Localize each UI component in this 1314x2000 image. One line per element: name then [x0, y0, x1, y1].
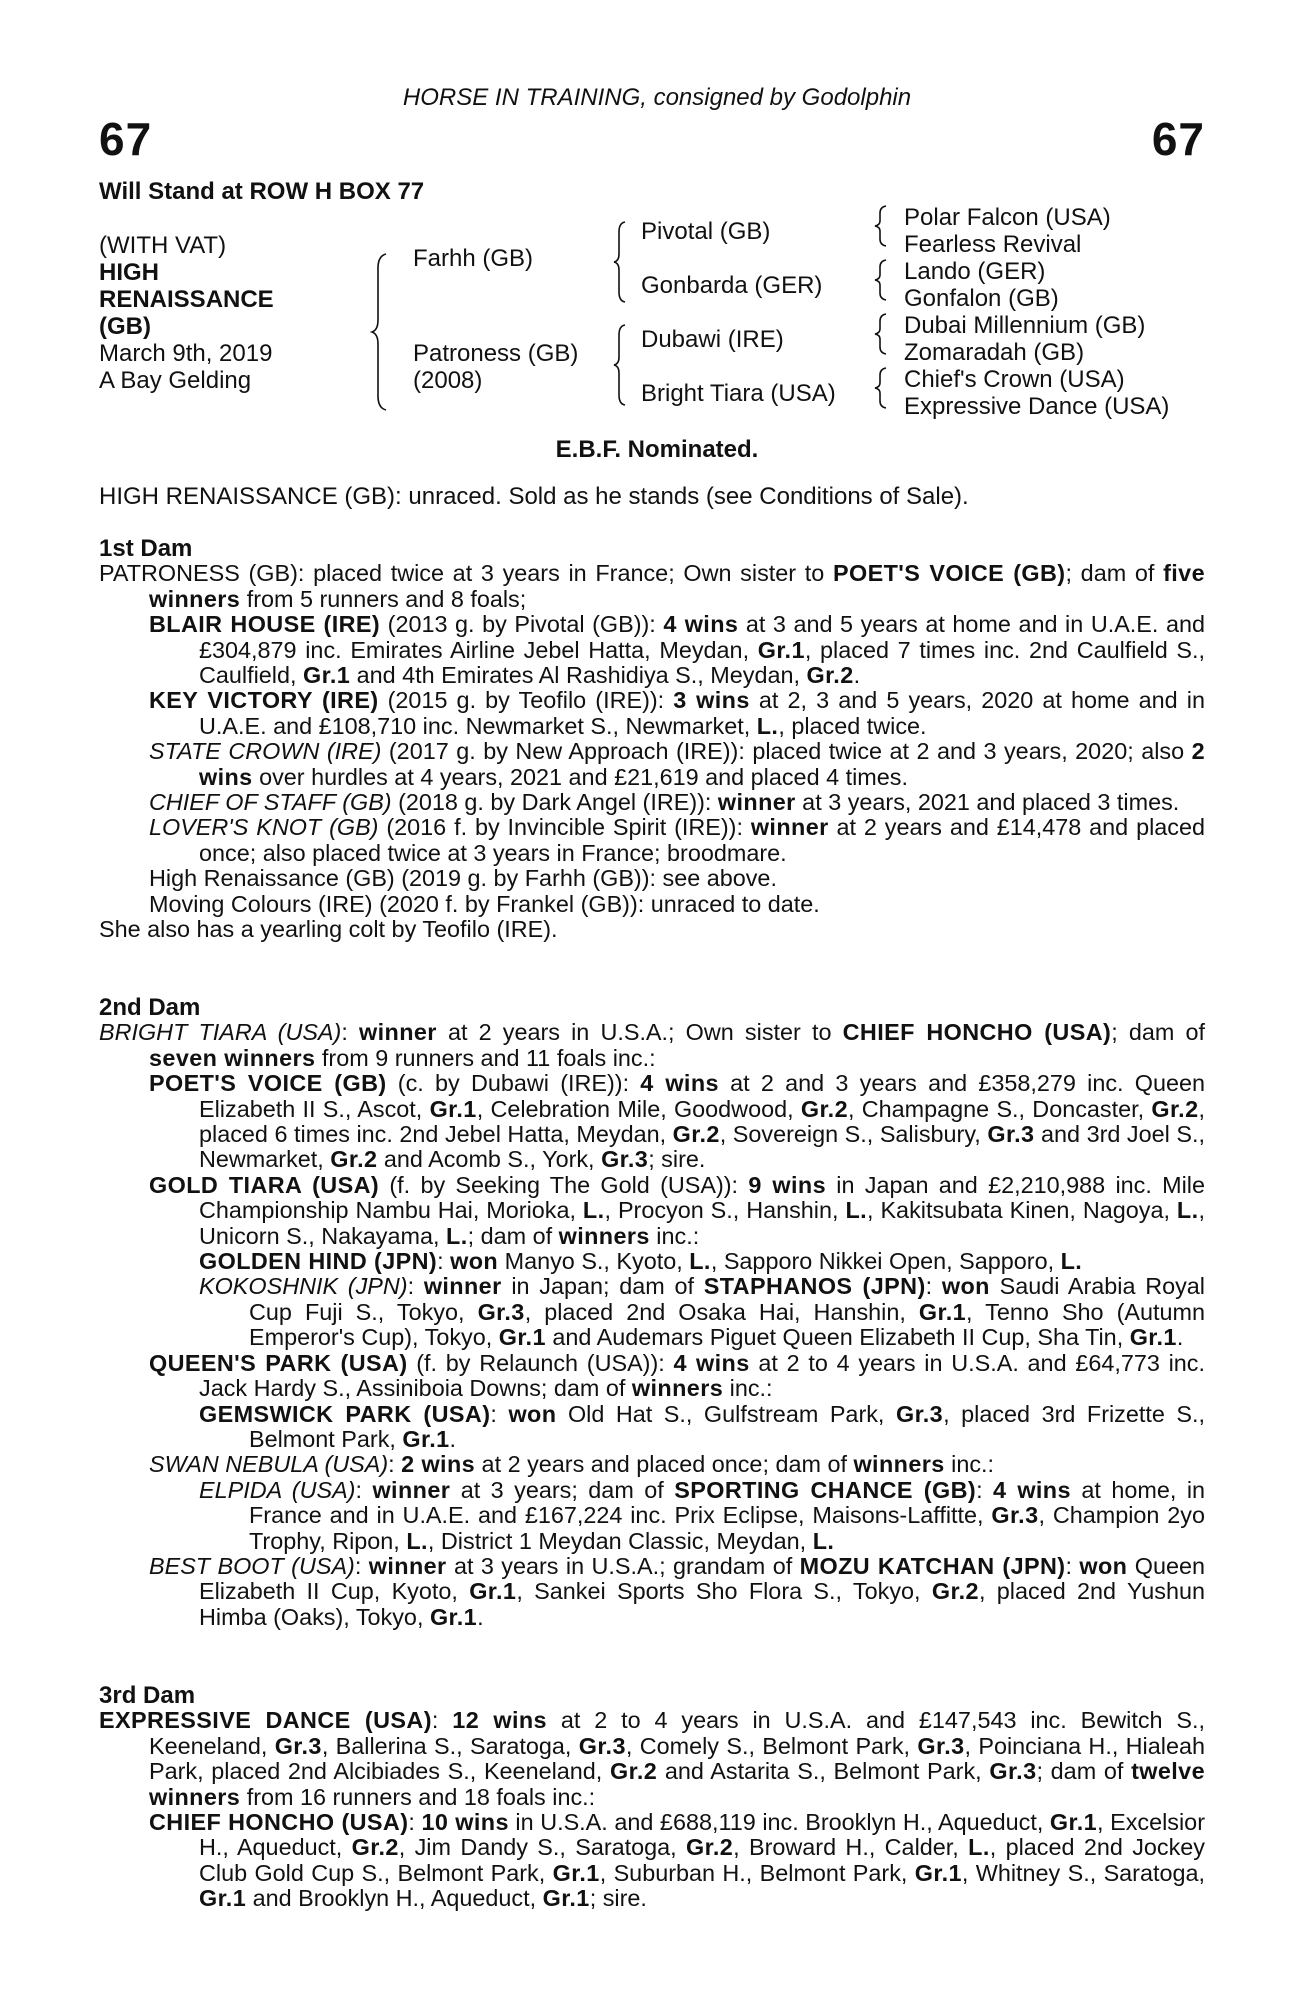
emphasis-bold: 12 wins	[452, 1707, 547, 1734]
emphasis-bold: Gr.3	[987, 1121, 1035, 1148]
emphasis-bold: 4 wins	[640, 1070, 719, 1097]
emphasis-bold: winner	[717, 789, 796, 816]
emphasis-bold: GOLD TIARA (USA)	[149, 1171, 380, 1198]
pedigree-gg-6: Zomaradah (GB)	[904, 339, 1085, 366]
emphasis-bold: Gr.3	[895, 1400, 944, 1427]
text-run: Manyo S., Kyoto,	[498, 1248, 690, 1275]
first-dam-section	[99, 536, 1205, 943]
descendant-entry	[99, 1478, 1205, 1554]
text-run: from 16 runners and 18 foals inc.:	[240, 1783, 596, 1810]
text-run: , Whitney S., Saratoga,	[961, 1859, 1205, 1886]
emphasis-bold: L.	[812, 1527, 835, 1554]
emphasis-bold: 4 wins	[663, 611, 739, 638]
emphasis-bold: L.	[756, 712, 779, 739]
text-run: :	[407, 1273, 424, 1300]
produce-entry	[99, 688, 1205, 739]
text-run: ; sire.	[648, 1146, 706, 1173]
text-run: , Broward H., Calder,	[733, 1834, 969, 1861]
text-run: , Champion 2yo Trophy, Ripon,	[249, 1502, 1205, 1554]
emphasis-bold: Gr.2	[806, 662, 854, 689]
catalogue-header: HORSE IN TRAINING, consigned by Godolphin	[402, 84, 912, 111]
text-run: , Ballerina S., Saratoga,	[321, 1732, 579, 1759]
text-run: , placed 7 times inc. 2nd Caulfield S., Caulfield,	[199, 636, 1205, 689]
text-run: (2016 f. by Invincible Spirit (IRE)):	[378, 814, 751, 841]
text-run: ; dam of	[467, 1222, 559, 1249]
emphasis-bold: Gr.1	[199, 1885, 247, 1912]
text-run: , Jim Dandy S., Saratoga,	[398, 1834, 687, 1861]
text-run: Queen Elizabeth II Cup, Kyoto,	[199, 1552, 1206, 1605]
lot-number-right: 67	[1151, 113, 1205, 165]
text-run: (c. by Dubawi (IRE)):	[386, 1070, 641, 1097]
produce-entry: Moving Colours (IRE) (2020 f. by Frankel (GB)): unraced to date.	[149, 890, 820, 917]
emphasis-bold: winner	[359, 1019, 437, 1046]
produce-entry	[99, 1554, 1205, 1630]
emphasis-bold: L.	[406, 1527, 428, 1554]
text-run: :	[437, 1248, 451, 1275]
emphasis-bold: Gr.1	[918, 1298, 967, 1325]
text-run: at 3 years in U.S.A.; grandam of	[446, 1552, 800, 1579]
emphasis-italic: LOVER'S KNOT (GB)	[149, 814, 379, 841]
emphasis-bold: Gr.2	[1151, 1095, 1199, 1122]
text-run: at 2 to 4 years in U.S.A. and £64,773 inc. Jack Hardy S., Assiniboia Downs; dam of	[199, 1349, 1206, 1402]
pedigree-gg-3: Lando (GER)	[904, 258, 1046, 285]
emphasis-italic: BRIGHT TIARA (USA)	[99, 1019, 342, 1046]
text-run: and Audemars Piguet Queen Elizabeth II Cup, Sha Tin,	[545, 1324, 1130, 1351]
emphasis-bold: Gr.1	[914, 1859, 962, 1886]
pedigree-sire: Farhh (GB)	[413, 245, 534, 272]
text-run: from 9 runners and 11 foals inc.:	[315, 1044, 656, 1071]
emphasis-italic: ELPIDA (USA)	[199, 1476, 356, 1503]
emphasis-bold: winner	[750, 814, 829, 841]
emphasis-bold: SPORTING CHANCE (GB)	[674, 1476, 977, 1503]
produce-entry	[99, 1173, 1205, 1249]
emphasis-bold: Gr.2	[351, 1834, 399, 1861]
text-run: at 3 years, 2021 and placed 3 times.	[795, 789, 1180, 816]
pedigree-dam-year: (2008)	[413, 367, 483, 394]
emphasis-bold: twelve winners	[149, 1758, 1206, 1810]
text-run: inc.:	[649, 1222, 700, 1249]
emphasis-bold: winners	[853, 1451, 945, 1478]
emphasis-bold: L.	[1176, 1197, 1199, 1224]
emphasis-bold: won	[1079, 1552, 1128, 1579]
emphasis-italic: KOKOSHNIK (JPN)	[199, 1273, 408, 1300]
text-run: , placed 2nd Osaka Hai, Hanshin,	[524, 1298, 919, 1325]
text-run: .	[1176, 1324, 1184, 1351]
text-run: and 4th Emirates Al Rashidiya S., Meydan,	[350, 662, 807, 689]
third-dam-heading: 3rd Dam	[99, 1682, 196, 1709]
emphasis-bold: CHIEF HONCHO (USA)	[842, 1019, 1112, 1046]
text-run: , Celebration Mile, Goodwood,	[476, 1095, 801, 1122]
emphasis-bold: Gr.1	[552, 1859, 600, 1886]
text-run: , Excelsior H., Aqueduct,	[199, 1809, 1205, 1861]
emphasis-bold: won	[941, 1273, 990, 1300]
emphasis-bold: Gr.2	[686, 1834, 734, 1861]
text-run: in U.S.A. and £688,119 inc. Brooklyn H., Aqueduct,	[508, 1809, 1050, 1836]
emphasis-bold: CHIEF HONCHO (USA)	[149, 1809, 409, 1836]
text-run: , District 1 Meydan Classic, Meydan,	[427, 1527, 813, 1554]
text-run: :	[408, 1809, 422, 1836]
emphasis-bold: Gr.3	[274, 1732, 322, 1759]
text-run: .	[477, 1603, 484, 1630]
descendant-entry	[99, 1274, 1205, 1350]
pedigree-sire-dam: Gonbarda (GER)	[641, 272, 823, 299]
text-run: , placed 3rd Frizette S., Belmont Park,	[249, 1400, 1206, 1452]
text-run: at home, in France and in U.A.E. and £167,224 inc. Prix Eclipse, Maisons-Laffitte,	[249, 1476, 1206, 1529]
text-run: at 2 to 4 years in U.S.A. and £147,543 inc. Bewitch S., Keeneland,	[149, 1707, 1205, 1759]
text-run: :	[976, 1476, 994, 1503]
text-run: , placed 2nd Jockey Club Gold Cup S., Belmont Park,	[199, 1834, 1206, 1886]
emphasis-bold: Gr.3	[477, 1298, 525, 1325]
emphasis-bold: L.	[582, 1197, 605, 1224]
text-run: at 2 years in U.S.A.; Own sister to	[436, 1019, 843, 1046]
emphasis-bold: STAPHANOS (JPN)	[703, 1273, 926, 1300]
emphasis-bold: winners	[558, 1222, 650, 1249]
text-run: Saudi Arabia Royal Cup Fuji S., Tokyo,	[249, 1273, 1206, 1325]
text-run: , Sapporo Nikkei Open, Sapporo,	[710, 1248, 1061, 1275]
text-run: and Astarita S., Belmont Park,	[657, 1758, 990, 1785]
emphasis-bold: 2 wins	[199, 738, 1206, 790]
text-run: and 3rd Joel S., Newmarket,	[199, 1121, 1205, 1173]
emphasis-bold: Gr.3	[989, 1758, 1037, 1785]
text-run: ; sire.	[589, 1885, 647, 1912]
emphasis-bold: L.	[689, 1248, 711, 1275]
text-run: at 2 and 3 years and £358,279 inc. Queen Elizabeth II S., Ascot,	[199, 1070, 1205, 1122]
text-run: :	[1065, 1552, 1080, 1579]
text-run: :	[354, 1552, 369, 1579]
pedigree-brace-g3	[873, 312, 889, 356]
vat-status: (WITH VAT)	[99, 232, 227, 259]
emphasis-bold: Gr.2	[800, 1095, 848, 1122]
emphasis-bold: won	[450, 1248, 499, 1275]
descendant-entry	[99, 1402, 1205, 1453]
text-run: :	[490, 1400, 509, 1427]
text-run: (2013 g. by Pivotal (GB)):	[380, 611, 664, 638]
second-dam-section	[99, 995, 1205, 1630]
text-run: in Japan; dam of	[501, 1273, 704, 1300]
emphasis-italic: BEST BOOT (USA)	[149, 1552, 355, 1579]
emphasis-bold: 4 wins	[673, 1349, 750, 1376]
text-run: ; dam of	[1065, 560, 1164, 587]
emphasis-bold: Gr.1	[1129, 1324, 1177, 1351]
pedigree-brace-sire	[612, 220, 628, 304]
text-run: at 3 years; dam of	[450, 1476, 675, 1503]
text-run: inc.:	[944, 1451, 995, 1478]
emphasis-bold: L.	[845, 1197, 868, 1224]
emphasis-bold: QUEEN'S PARK (USA)	[149, 1349, 408, 1376]
first-dam-heading: 1st Dam	[99, 535, 193, 562]
emphasis-bold: BLAIR HOUSE (IRE)	[149, 611, 381, 638]
text-run: , Kakitsubata Kinen, Nagoya,	[867, 1197, 1177, 1224]
text-run: :	[355, 1476, 373, 1503]
pedigree-dam: Patroness (GB)	[413, 340, 579, 367]
text-run: , Procyon S., Hanshin,	[604, 1197, 846, 1224]
emphasis-italic: STATE CROWN (IRE)	[149, 738, 382, 765]
pedigree-gg-7: Chief's Crown (USA)	[904, 366, 1125, 393]
ebf-nomination: E.B.F. Nominated.	[555, 436, 759, 463]
first-dam-entry	[99, 561, 1205, 612]
foaling-date: March 9th, 2019	[99, 340, 273, 367]
emphasis-bold: winner	[372, 1476, 451, 1503]
emphasis-bold: 2 wins	[401, 1451, 476, 1478]
emphasis-bold: Gr.3	[917, 1732, 965, 1759]
pedigree-gg-5: Dubai Millennium (GB)	[904, 312, 1146, 339]
produce-entry	[99, 1810, 1205, 1912]
produce-entry: High Renaissance (GB) (2019 g. by Farhh (GB)): see above.	[149, 865, 777, 892]
second-dam-heading: 2nd Dam	[99, 994, 201, 1021]
emphasis-italic: SWAN NEBULA (USA)	[149, 1451, 389, 1478]
pedigree-brace-g1	[873, 204, 889, 248]
text-run: at 3 and 5 years at home and in U.A.E. and £304,879 inc. Emirates Airline Jebel Hatta, Meydan,	[199, 611, 1205, 663]
text-run: (2015 g. by Teofilo (IRE)):	[378, 687, 674, 714]
text-run: .	[853, 662, 861, 689]
emphasis-bold: Gr.1	[469, 1578, 517, 1605]
emphasis-bold: Gr.3	[991, 1502, 1039, 1529]
text-run: inc.:	[723, 1375, 773, 1402]
third-dam-entry	[99, 1708, 1205, 1810]
emphasis-bold: L.	[968, 1834, 990, 1861]
horse-name-line-3: (GB)	[99, 313, 151, 340]
pedigree-brace-g4	[873, 366, 889, 410]
emphasis-bold: Gr.1	[498, 1324, 546, 1351]
emphasis-bold: Gr.3	[578, 1732, 626, 1759]
emphasis-bold: Gr.1	[542, 1885, 590, 1912]
text-run: and Acomb S., York,	[377, 1146, 602, 1173]
emphasis-bold: won	[508, 1400, 557, 1427]
pedigree-gg-8: Expressive Dance (USA)	[904, 393, 1170, 420]
emphasis-bold: EXPRESSIVE DANCE (USA)	[99, 1707, 432, 1734]
pedigree-brace-main	[370, 252, 390, 412]
text-run: :	[431, 1707, 453, 1734]
emphasis-bold: winners	[631, 1375, 724, 1402]
emphasis-bold: L.	[446, 1222, 468, 1249]
text-run: and Brooklyn H., Aqueduct,	[246, 1885, 543, 1912]
text-run: , Unicorn S., Nakayama,	[199, 1197, 1205, 1249]
produce-entry	[99, 612, 1205, 688]
emphasis-bold: 3 wins	[673, 687, 750, 714]
emphasis-bold: 10 wins	[421, 1809, 509, 1836]
emphasis-bold: seven winners	[149, 1044, 316, 1071]
produce-entry	[99, 1452, 1205, 1477]
text-run: , Sovereign S., Salisbury,	[719, 1121, 988, 1148]
text-run: (f. by Seeking The Gold (USA)):	[379, 1171, 749, 1198]
pedigree-gg-1: Polar Falcon (USA)	[904, 204, 1111, 231]
text-run: (f. by Relaunch (USA)):	[407, 1349, 674, 1376]
emphasis-bold: MOZU KATCHAN (JPN)	[799, 1552, 1066, 1579]
emphasis-bold: GOLDEN HIND (JPN)	[199, 1248, 438, 1275]
text-run: :	[341, 1019, 360, 1046]
text-run: , Poinciana H., Hialeah Park, placed 2nd Alcibiades S., Keeneland,	[149, 1732, 1205, 1785]
produce-entry	[99, 739, 1205, 790]
emphasis-bold: Gr.1	[303, 662, 351, 689]
text-run: (2017 g. by New Approach (IRE)): placed twice at 2 and 3 years, 2020; also	[381, 738, 1192, 765]
emphasis-bold: Gr.1	[402, 1425, 450, 1452]
text-run: at 2 years and placed once; dam of	[475, 1451, 854, 1478]
third-dam-section	[99, 1683, 1205, 1912]
text-run: , placed twice.	[778, 712, 927, 739]
emphasis-italic: CHIEF OF STAFF (GB)	[149, 789, 392, 816]
horse-name-line-2: RENAISSANCE	[99, 286, 274, 313]
text-run: .	[449, 1425, 457, 1452]
emphasis-bold: Gr.1	[429, 1603, 478, 1630]
horse-summary: HIGH RENAISSANCE (GB): unraced. Sold as he stands (see Conditions of Sale).	[99, 483, 969, 510]
emphasis-bold: Gr.2	[931, 1578, 979, 1605]
produce-entry	[99, 1071, 1205, 1173]
text-run: , Comely S., Belmont Park,	[625, 1732, 918, 1759]
text-run: , Tenno Sho (Autumn Emperor's Cup), Tokyo,	[249, 1298, 1206, 1351]
text-run: ; dam of	[1036, 1758, 1132, 1785]
emphasis-bold: GEMSWICK PARK (USA)	[199, 1400, 491, 1427]
produce-entry	[99, 815, 1205, 866]
emphasis-bold: 4 wins	[993, 1476, 1071, 1503]
second-dam-entry	[99, 1020, 1205, 1071]
produce-entry	[99, 790, 1205, 815]
emphasis-bold: Gr.2	[330, 1146, 378, 1173]
text-run: , Champagne S., Doncaster,	[848, 1095, 1152, 1122]
produce-note: She also has a yearling colt by Teofilo (IRE).	[99, 916, 558, 943]
pedigree-gg-4: Gonfalon (GB)	[904, 285, 1059, 312]
descendant-entry	[99, 1249, 1205, 1274]
text-run: , placed 6 times inc. 2nd Jebel Hatta, Meydan,	[199, 1095, 1205, 1148]
text-run: ; dam of	[1111, 1019, 1206, 1046]
text-run: , Sankei Sports Sho Flora S., Tokyo,	[516, 1578, 932, 1605]
emphasis-bold: five winners	[149, 560, 1205, 612]
pedigree-brace-dam	[612, 323, 628, 407]
text-run: over hurdles at 4 years, 2021 and £21,619 and placed 4 times.	[252, 763, 908, 790]
stand-location: Will Stand at ROW H BOX 77	[99, 178, 425, 205]
emphasis-bold: KEY VICTORY (IRE)	[149, 687, 379, 714]
emphasis-bold: POET'S VOICE (GB)	[149, 1070, 387, 1097]
emphasis-bold: Gr.1	[1049, 1809, 1098, 1836]
horse-name-line-1: HIGH	[99, 259, 159, 286]
text-run: (2018 g. by Dark Angel (IRE)):	[391, 789, 718, 816]
horse-description: A Bay Gelding	[99, 367, 252, 394]
text-run: at 2 years and £14,478 and placed once; also placed twice at 3 years in France; broodmare.	[199, 814, 1205, 866]
text-run: at 2, 3 and 5 years, 2020 at home and in U.A.E. and £108,710 inc. Newmarket S., Newmarket,	[199, 687, 1205, 739]
emphasis-bold: POET'S VOICE (GB)	[832, 560, 1066, 587]
produce-entry	[99, 1351, 1205, 1402]
emphasis-bold: Gr.1	[757, 636, 805, 663]
pedigree-dam-dam: Bright Tiara (USA)	[641, 380, 836, 407]
text-run: , Suburban H., Belmont Park,	[599, 1859, 915, 1886]
text-run: PATRONESS (GB): placed twice at 3 years in France; Own sister to	[99, 560, 833, 587]
emphasis-bold: winner	[368, 1552, 447, 1579]
emphasis-bold: L.	[1060, 1248, 1083, 1275]
pedigree-dam-sire: Dubawi (IRE)	[641, 326, 784, 353]
pedigree-brace-g2	[873, 258, 889, 302]
text-run: from 5 runners and 8 foals;	[240, 585, 527, 612]
emphasis-bold: Gr.1	[429, 1095, 477, 1122]
pedigree-sire-sire: Pivotal (GB)	[641, 218, 771, 245]
emphasis-bold: Gr.2	[672, 1121, 720, 1148]
lot-number-left: 67	[99, 113, 153, 165]
emphasis-bold: Gr.3	[601, 1146, 649, 1173]
text-run: :	[388, 1451, 402, 1478]
text-run: Old Hat S., Gulfstream Park,	[556, 1400, 896, 1427]
text-run: in Japan and £2,210,988 inc. Mile Championship Nambu Hai, Morioka,	[199, 1171, 1206, 1224]
pedigree-gg-2: Fearless Revival	[904, 231, 1082, 258]
emphasis-bold: Gr.2	[610, 1758, 658, 1785]
emphasis-bold: 9 wins	[748, 1171, 827, 1198]
text-run: :	[925, 1273, 942, 1300]
text-run: , placed 2nd Yushun Himba (Oaks), Tokyo,	[199, 1578, 1205, 1630]
emphasis-bold: winner	[423, 1273, 502, 1300]
